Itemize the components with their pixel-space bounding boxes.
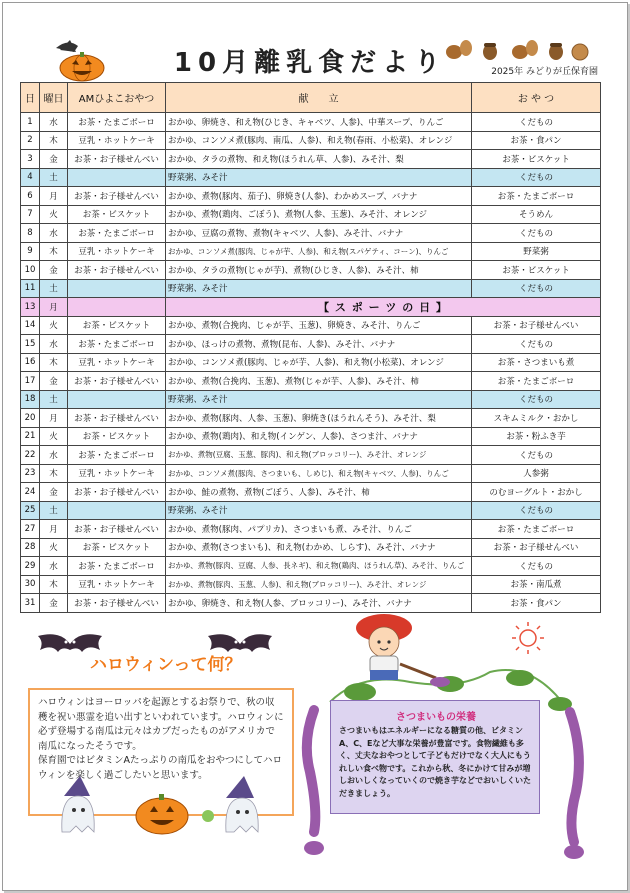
snack-cell: お茶・食パン — [472, 594, 601, 613]
snack-cell: お茶・たまごボーロ — [472, 372, 601, 391]
snack-cell: くだもの — [472, 501, 601, 520]
menu-cell: 【 ス ポ ー ツ の 日 】 — [166, 298, 601, 317]
menu-cell: おかゆ、煮物(豚肉、パプリカ)、さつまいも煮、みそ汁、りんご — [166, 520, 472, 539]
sweet-potato-nutrition-box — [330, 700, 540, 814]
menu-cell: おかゆ、煮物(合挽肉、玉葱)、煮物(じゃが芋、人参)、みそ汁、柿 — [166, 372, 472, 391]
table-row — [21, 168, 601, 187]
am-snack-cell: お茶・ビスケット — [68, 427, 166, 446]
menu-cell: おかゆ、煮物(豚肉、人参、玉葱)、卵焼き(ほうれんそう)、みそ汁、梨 — [166, 409, 472, 428]
snack-cell: お茶・さつまいも煮 — [472, 353, 601, 372]
child-digging-icon — [340, 612, 460, 692]
table-row — [21, 316, 601, 335]
menu-cell: おかゆ、タラの煮物(じゃが芋)、煮物(ひじき、人参)、みそ汁、柿 — [166, 261, 472, 280]
day-cell: 11 — [21, 279, 40, 298]
table-row — [21, 464, 601, 483]
am-snack-cell: お茶・ビスケット — [68, 316, 166, 335]
table-row — [21, 446, 601, 465]
snack-cell: くだもの — [472, 113, 601, 132]
weekday-cell: 木 — [40, 131, 68, 150]
weekday-cell: 月 — [40, 520, 68, 539]
school-name: 2025年 みどりが丘保育園 — [491, 67, 598, 77]
day-cell: 25 — [21, 501, 40, 520]
column-header-menu: 献 立 — [166, 83, 472, 113]
weekday-cell: 火 — [40, 316, 68, 335]
menu-cell: おかゆ、ほっけの煮物、煮物(昆布、人参)、みそ汁、バナナ — [166, 335, 472, 354]
menu-cell: おかゆ、豆腐の煮物、煮物(キャベツ、人参)、みそ汁、バナナ — [166, 224, 472, 243]
menu-table — [20, 82, 601, 613]
menu-cell: おかゆ、煮物(合挽肉、じゃが芋、玉葱)、卵焼き、みそ汁、りんご — [166, 316, 472, 335]
table-row — [21, 594, 601, 613]
day-cell: 6 — [21, 187, 40, 206]
day-cell: 10 — [21, 261, 40, 280]
am-snack-cell: 豆乳・ホットケーキ — [68, 464, 166, 483]
snack-cell: お茶・粉ふき芋 — [472, 427, 601, 446]
snack-cell: お茶・たまごボーロ — [472, 520, 601, 539]
table-row — [21, 501, 601, 520]
header — [20, 34, 600, 82]
am-snack-cell: お茶・お子様せんべい — [68, 187, 166, 206]
weekday-cell: 月 — [40, 187, 68, 206]
menu-cell: 野菜粥、みそ汁 — [166, 501, 472, 520]
day-cell: 30 — [21, 575, 40, 594]
weekday-cell: 水 — [40, 224, 68, 243]
day-cell: 18 — [21, 390, 40, 409]
day-cell: 29 — [21, 557, 40, 576]
day-cell: 28 — [21, 538, 40, 557]
weekday-cell: 木 — [40, 242, 68, 261]
day-cell: 17 — [21, 372, 40, 391]
am-snack-cell: お茶・たまごボーロ — [68, 446, 166, 465]
menu-cell: おかゆ、コンソメ煮(豚肉、さつまいも、しめじ)、和え物(キャベツ、人参)、りんご — [166, 464, 472, 483]
am-snack-cell — [68, 298, 166, 317]
nutrition-text: さつまいもはエネルギーになる糖質の他、ビタミンA、C、Eなど大事な栄養が豊富です。食物繊維も多く、丈夫なおやつとして子どもだけでなく大人にもうれしい食べ物です。これから秋、冬にかけて甘みが増しおいしくなっていくので焼き芋などでおいしくいただきましょう。 — [339, 726, 531, 798]
weekday-cell: 火 — [40, 427, 68, 446]
am-snack-cell: お茶・お子様せんべい — [68, 594, 166, 613]
am-snack-cell: お茶・たまごボーロ — [68, 335, 166, 354]
table-row — [21, 205, 601, 224]
weekday-cell: 水 — [40, 446, 68, 465]
column-header-weekday: 曜日 — [40, 83, 68, 113]
table-row — [21, 335, 601, 354]
weekday-cell: 月 — [40, 409, 68, 428]
table-row — [21, 427, 601, 446]
am-snack-cell — [68, 168, 166, 187]
squirrel-icon — [440, 38, 600, 64]
weekday-cell: 土 — [40, 279, 68, 298]
weekday-cell: 木 — [40, 353, 68, 372]
ghost-icon — [50, 776, 280, 836]
table-row — [21, 390, 601, 409]
table-row — [21, 353, 601, 372]
am-snack-cell: お茶・お子様せんべい — [68, 150, 166, 169]
table-row — [21, 372, 601, 391]
table-row — [21, 261, 601, 280]
day-cell: 1 — [21, 113, 40, 132]
menu-cell: おかゆ、煮物(豚肉、玉葱、人参)、和え物(ブロッコリー)、みそ汁、オレンジ — [166, 575, 472, 594]
am-snack-cell — [68, 501, 166, 520]
snack-cell: くだもの — [472, 557, 601, 576]
snack-cell: 人参粥 — [472, 464, 601, 483]
day-cell: 20 — [21, 409, 40, 428]
table-row — [21, 279, 601, 298]
day-cell: 14 — [21, 316, 40, 335]
snack-cell: お茶・お子様せんべい — [472, 538, 601, 557]
am-snack-cell: お茶・ビスケット — [68, 538, 166, 557]
table-row — [21, 409, 601, 428]
weekday-cell: 金 — [40, 150, 68, 169]
menu-cell: おかゆ、煮物(豆腐、玉葱、豚肉)、和え物(ブロッコリー)、みそ汁、オレンジ — [166, 446, 472, 465]
day-cell: 2 — [21, 131, 40, 150]
weekday-cell: 火 — [40, 205, 68, 224]
day-cell: 21 — [21, 427, 40, 446]
day-cell: 24 — [21, 483, 40, 502]
table-header-row — [21, 83, 601, 113]
column-header-day: 日 — [21, 83, 40, 113]
nutrition-title: さつまいもの栄養 — [396, 712, 476, 723]
menu-cell: おかゆ、タラの煮物、和え物(ほうれん草、人参)、みそ汁、梨 — [166, 150, 472, 169]
am-snack-cell: お茶・たまごボーロ — [68, 224, 166, 243]
day-cell: 15 — [21, 335, 40, 354]
weekday-cell: 水 — [40, 557, 68, 576]
table-row — [21, 575, 601, 594]
snack-cell: のむヨーグルト・おかし — [472, 483, 601, 502]
sun-icon — [510, 620, 546, 656]
day-cell: 23 — [21, 464, 40, 483]
menu-cell: おかゆ、煮物(鶏肉、ごぼう)、煮物(人参、玉葱)、みそ汁、オレンジ — [166, 205, 472, 224]
table-row — [21, 483, 601, 502]
am-snack-cell: 豆乳・ホットケーキ — [68, 242, 166, 261]
halloween-paragraph: ハロウィンはヨーロッパを起源とするお祭りで、秋の収穫を祝い悪霊を追い出すといわれています。ハロウィンに必ず登場する南瓜は元々はカブだったものがアメリカで南瓜になったそうです。 — [38, 697, 284, 752]
menu-cell: おかゆ、コンソメ煮(豚肉、南瓜、人参)、和え物(春雨、小松菜)、オレンジ — [166, 131, 472, 150]
snack-cell: くだもの — [472, 335, 601, 354]
am-snack-cell: お茶・たまごボーロ — [68, 557, 166, 576]
am-snack-cell: お茶・お子様せんべい — [68, 520, 166, 539]
snack-cell: お茶・お子様せんべい — [472, 316, 601, 335]
am-snack-cell: 豆乳・ホットケーキ — [68, 575, 166, 594]
menu-cell: おかゆ、鮭の煮物、煮物(ごぼう、人参)、みそ汁、柿 — [166, 483, 472, 502]
snack-cell: 野菜粥 — [472, 242, 601, 261]
menu-cell: おかゆ、煮物(豚肉、茄子)、卵焼き(人参)、わかめスープ、バナナ — [166, 187, 472, 206]
snack-cell: お茶・ビスケット — [472, 261, 601, 280]
menu-cell: おかゆ、卵焼き、和え物(人参、ブロッコリー)、みそ汁、バナナ — [166, 594, 472, 613]
am-snack-cell: お茶・お子様せんべい — [68, 409, 166, 428]
snack-cell: そうめん — [472, 205, 601, 224]
weekday-cell: 木 — [40, 575, 68, 594]
am-snack-cell: お茶・たまごボーロ — [68, 113, 166, 132]
snack-cell: お茶・たまごボーロ — [472, 187, 601, 206]
column-header-am-snack: AMひよこおやつ — [68, 83, 166, 113]
menu-cell: おかゆ、煮物(さつまいも)、和え物(わかめ、しらす)、みそ汁、バナナ — [166, 538, 472, 557]
table-row — [21, 520, 601, 539]
menu-cell: おかゆ、コンソメ煮(豚肉、じゃが芋、人参)、和え物(小松菜)、オレンジ — [166, 353, 472, 372]
am-snack-cell: お茶・お子様せんべい — [68, 483, 166, 502]
snack-cell: くだもの — [472, 224, 601, 243]
snack-cell: くだもの — [472, 446, 601, 465]
day-cell: 16 — [21, 353, 40, 372]
table-row — [21, 113, 601, 132]
table-row — [21, 242, 601, 261]
am-snack-cell: 豆乳・ホットケーキ — [68, 353, 166, 372]
weekday-cell: 月 — [40, 298, 68, 317]
snack-cell: お茶・食パン — [472, 131, 601, 150]
weekday-cell: 金 — [40, 372, 68, 391]
day-cell: 7 — [21, 205, 40, 224]
day-cell: 3 — [21, 150, 40, 169]
weekday-cell: 水 — [40, 335, 68, 354]
weekday-cell: 土 — [40, 390, 68, 409]
table-row — [21, 224, 601, 243]
day-cell: 13 — [21, 298, 40, 317]
menu-cell: おかゆ、卵焼き、和え物(ひじき、キャベツ、人参)、中華スープ、りんご — [166, 113, 472, 132]
menu-cell: おかゆ、煮物(豚肉、豆腐、人参、長ネギ)、和え物(鶏肉、ほうれん草)、みそ汁、りんご — [166, 557, 472, 576]
halloween-title: ハロウィンって何？ — [90, 655, 242, 675]
am-snack-cell — [68, 279, 166, 298]
table-row — [21, 298, 601, 317]
am-snack-cell: お茶・ビスケット — [68, 205, 166, 224]
table-row — [21, 150, 601, 169]
snack-cell: くだもの — [472, 390, 601, 409]
weekday-cell: 火 — [40, 538, 68, 557]
snack-cell: スキムミルク・おかし — [472, 409, 601, 428]
am-snack-cell — [68, 390, 166, 409]
table-row — [21, 131, 601, 150]
menu-cell: おかゆ、煮物(鶏肉)、和え物(インゲン、人参)、さつま汁、バナナ — [166, 427, 472, 446]
am-snack-cell: お茶・お子様せんべい — [68, 372, 166, 391]
menu-cell: 野菜粥、みそ汁 — [166, 390, 472, 409]
am-snack-cell: お茶・お子様せんべい — [68, 261, 166, 280]
day-cell: 27 — [21, 520, 40, 539]
menu-cell: 野菜粥、みそ汁 — [166, 279, 472, 298]
weekday-cell: 金 — [40, 594, 68, 613]
weekday-cell: 金 — [40, 261, 68, 280]
day-cell: 8 — [21, 224, 40, 243]
day-cell: 22 — [21, 446, 40, 465]
weekday-cell: 金 — [40, 483, 68, 502]
menu-cell: おかゆ、コンソメ煮(豚肉、じゃが芋、人参)、和え物(スパゲティ、コーン)、りんご — [166, 242, 472, 261]
table-row — [21, 187, 601, 206]
halloween-paragraph: 保育園ではビタミンAたっぷりの南瓜をおやつにしてハロウィンを楽しく過ごしたいと思います。 — [38, 755, 282, 781]
page-title: 10月離乳食だより — [173, 48, 447, 78]
snack-cell: くだもの — [472, 168, 601, 187]
table-row — [21, 538, 601, 557]
column-header-snack: お や つ — [472, 83, 601, 113]
weekday-cell: 水 — [40, 113, 68, 132]
snack-cell: お茶・ビスケット — [472, 150, 601, 169]
snack-cell: くだもの — [472, 279, 601, 298]
menu-cell: 野菜粥、みそ汁 — [166, 168, 472, 187]
day-cell: 31 — [21, 594, 40, 613]
day-cell: 9 — [21, 242, 40, 261]
day-cell: 4 — [21, 168, 40, 187]
am-snack-cell: 豆乳・ホットケーキ — [68, 131, 166, 150]
snack-cell: お茶・南瓜煮 — [472, 575, 601, 594]
table-row — [21, 557, 601, 576]
weekday-cell: 土 — [40, 168, 68, 187]
weekday-cell: 木 — [40, 464, 68, 483]
weekday-cell: 土 — [40, 501, 68, 520]
